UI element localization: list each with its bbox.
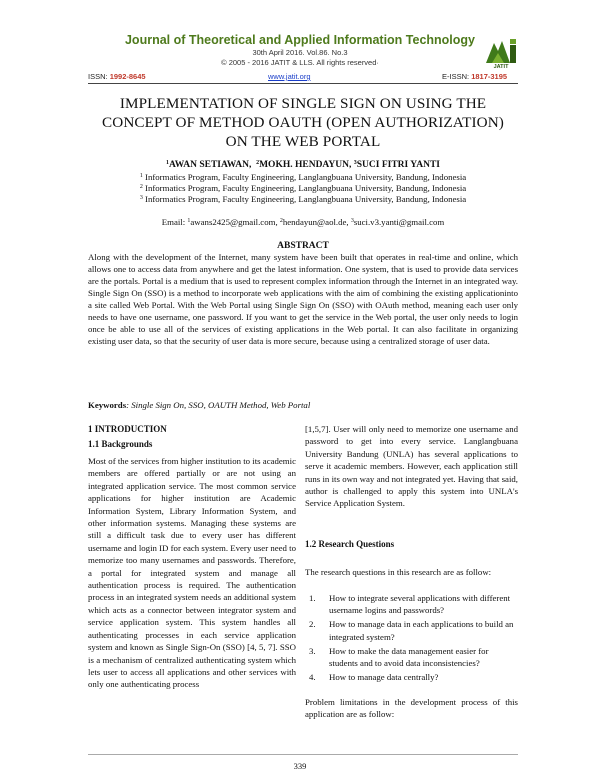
journal-url[interactable]: www.jatit.org	[268, 72, 311, 81]
keywords-text: : Single Sign On, SSO, OAUTH Method, Web Portal	[126, 400, 311, 410]
email-2: hendayun@aol.de,	[282, 217, 351, 227]
issue-text: 30th April 2016. Vol.86. No.3	[252, 48, 348, 57]
email-1: awans2425@gmail.com,	[190, 217, 280, 227]
email-label: Email:	[161, 217, 188, 227]
affiliation-text: Informatics Program, Faculty Engineering, Langlangbuana University, Bandung, Indonesia	[145, 194, 467, 204]
intro-paragraph-left: Most of the services from higher institution to its academic members are offered partially or are not using an integrated application service. The most common service applications for higher institution are Academic Information System, Library Information System, and other information systems. Managing these systems are still a difficult task due to every user has different username and login ID for each system. Every user need to memorize too many usernames and passwords. Therefore, a portal for integrated system and manage all authentication process is required. The authentication process in an integrated system needs an additional system which acts as a connector between integrator system and service application system. This system handles all authenticating processes in each service application system and known as Single Sign-On (SSO) [4, 5, 7]. SSO is a mechanism of centralized authenticating system which lets user to access all applications and other services with only one authenticating process	[88, 456, 296, 690]
list-item	[305, 618, 518, 642]
abstract-body: Along with the development of the Internet, many system have been built that operates in real-time and online, which allows one to access data from anywhere and get the latest information. One system, that is used to provide data services are the portals. Portal is a medium that is used to represent complex information through the Internet in an integrated way. Single Sign On (SSO) is a method to incorporate web applications with the aim of combining the existing applicationinto a site called Web Portal. With the Web Portal using Single Sign On (SSO) with OAuth method, meaning each user only needs to have one username, one password. If you want to get the service in the Web portal, the user only needs to login once be able to use all of the services of existing applications in the Web portal. It can also facilitate in organizing existing user data, so that the security of user data is more secure, because using a centralized storage of user data.	[88, 252, 518, 346]
author-1: AWAN SETIAWAN,	[168, 160, 252, 170]
list-text: How to manage data centrally?	[329, 672, 439, 683]
list-number: 4.	[309, 672, 316, 683]
list-text: How to make the data management easier for students and to avoid data inconsistencies?	[329, 645, 489, 669]
section-1-1-heading: 1.1 Backgrounds	[88, 439, 153, 449]
jatit-logo-icon	[484, 37, 518, 65]
section-1-2-heading: 1.2 Research Questions	[305, 539, 395, 549]
email-line: Email: $^1$awans2425@gmail.com, $^2$hendayun@aol.de, $^3$suci.v3.yanti@gmail.com	[161, 217, 445, 227]
intro-paragraph-right: [1,5,7]. User will only need to memorize one username and password to get into every service. Langlangbuana University Bandung (UNLA) has several applications to serve it academic members. However, each application still runs in its own way and not integrated yet. Having that said, author is challenged to apply this system into UNLA's Service Application System.	[305, 424, 518, 509]
limitations-paragraph: Problem limitations in the development process of this application are as follow:	[305, 697, 518, 720]
issn-value: 1992-8645	[109, 72, 146, 81]
issn-label: ISSN:	[88, 72, 110, 81]
list-text: How to manage data in each applications to build an integrated system?	[329, 619, 514, 642]
page-number: 339	[293, 761, 307, 771]
copyright-text: © 2005 - 2016 JATIT & LLS. All rights reserved·	[221, 58, 379, 67]
keywords	[88, 400, 518, 410]
title-line: ON THE WEB PORTAL	[225, 133, 381, 150]
footer-divider	[88, 754, 518, 755]
paper-title	[88, 94, 518, 151]
eissn-label: E-ISSN:	[442, 72, 472, 81]
eissn-value: 1817-3195	[471, 72, 508, 81]
list-item	[305, 645, 518, 669]
affiliation-1: $^1$ Informatics Program, Faculty Engineering, Langlangbuana University, Bandung, Indonesia	[139, 172, 467, 182]
affiliation-3: $^3$ Informatics Program, Faculty Engineering, Langlangbuana University, Bandung, Indonesia	[139, 194, 467, 204]
header-divider	[88, 83, 518, 84]
list-number: 2.	[309, 619, 316, 630]
affiliation-text: Informatics Program, Faculty Engineering, Langlangbuana University, Bandung, Indonesia	[145, 183, 467, 193]
logo-text: JATIT	[493, 64, 509, 70]
research-questions-list	[305, 592, 518, 683]
list-item	[305, 671, 518, 683]
keywords-label: Keywords	[88, 400, 127, 410]
list-number: 3.	[309, 645, 316, 656]
issn	[88, 72, 146, 81]
author-3: SUCI FITRI YANTI	[356, 160, 440, 170]
journal-title: Journal of Theoretical and Applied Information Technology	[124, 33, 476, 47]
author-2: MOKH. HENDAYUN	[259, 160, 349, 170]
title-line: CONCEPT OF METHOD OAUTH (OPEN AUTHORIZATION)	[102, 114, 504, 131]
section-1-heading: 1 INTRODUCTION	[88, 424, 167, 434]
research-questions-intro: The research questions in this research are as follow:	[305, 567, 492, 577]
author-list: $^1$AWAN SETIAWAN, $^2$MOKH. HENDAYUN, $^3$SUCI FITRI YANTI	[165, 160, 440, 170]
affiliation-text: Informatics Program, Faculty Engineering, Langlangbuana University, Bandung, Indonesia	[145, 172, 467, 182]
list-item	[305, 592, 518, 616]
list-text: How to integrate several applications with different username logins and passwords?	[329, 593, 511, 616]
abstract-heading: ABSTRACT	[277, 241, 329, 251]
eissn	[442, 72, 507, 81]
title-line: IMPLEMENTATION OF SINGLE SIGN ON USING THE	[119, 95, 487, 112]
affiliation-2: $^2$ Informatics Program, Faculty Engineering, Langlangbuana University, Bandung, Indonesia	[139, 183, 467, 193]
list-number: 1.	[309, 593, 316, 603]
email-3: suci.v3.yanti@gmail.com	[353, 217, 445, 227]
